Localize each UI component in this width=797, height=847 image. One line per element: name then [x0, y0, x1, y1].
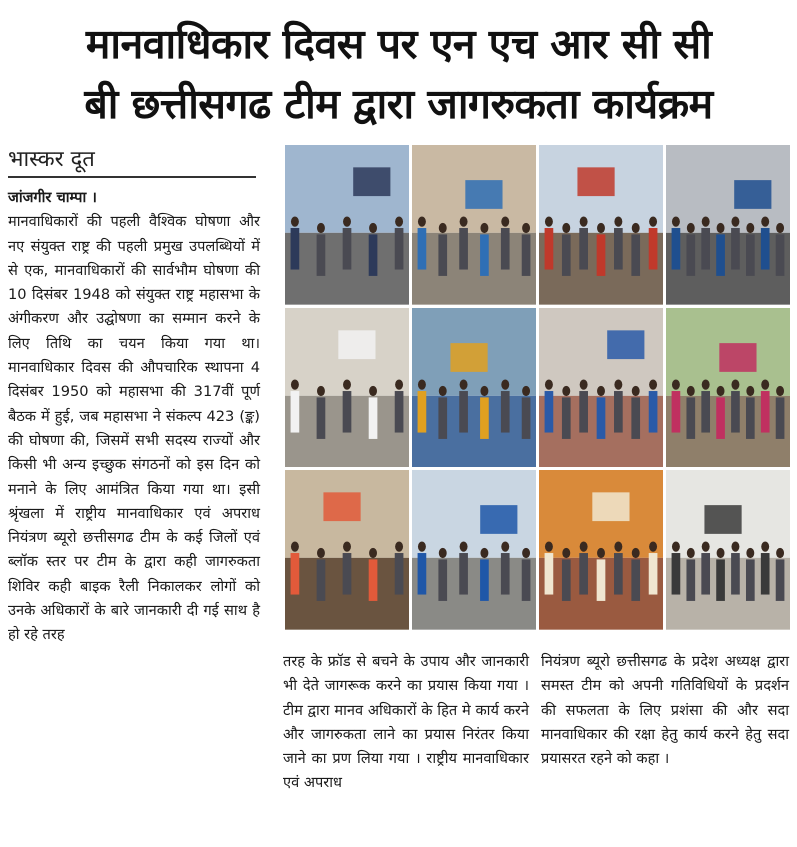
column-1-text: मानवाधिकारों की पहली वैश्विक घोषणा और नए संयुक्त राष्ट्र की पहली प्रमुख उपलब्धियों में से एक, मानवाधिकारों की सार्वभौम घोषणा की 10 दिसंबर 1948 को संयुक्त राष्ट्र महासभा के अंगीकरण और उद्घोषणा का सम्मान करने के लिए तिथि का चयन किया गया था। मानवाधिकार दिवस की औपचारिक स्थापना 4 दिसंबर 1950 को महासभा की 317वीं पूर्ण बैठक में हुई, जब महासभा ने संकल्प 423 (ङ्क) की घोषणा की, जिसमें सभी सदस्य राज्यों और किसी भी अन्य इच्छुक संगठनों को इस दिन को मनाने के लिए आमंत्रित किया गया था। इसी श्रृंखला में राष्ट्रीय मानवाधिकार एवं अपराध नियंत्रण ब्यूरो छत्तीसगढ टीम के कई जिलों एवं ब्लॉक स्तर पर टीम के द्वारा कही जागरुकता शिविर कही बाइक रैली निकालकर लोगों को उनके अधिकारों के बारे जानकारी दी गई साथ है हो रहे तरह: [8, 213, 260, 644]
street-banner-photo: [666, 145, 790, 305]
group-outdoor-photo: [285, 308, 409, 468]
hall-seminar-photo: [666, 470, 790, 630]
school-assembly-photo: [412, 470, 536, 630]
article-column-3: [541, 650, 789, 771]
column-2-text: तरह के फ्रॉड से बचने के उपाय और जानकारी भी देते जागरूक करने का प्रयास किया गया । टीम द्वारा मानव अधिकारों के हित मे कार्य करने और जागरुकता लाने का प्रयास निरंतर किया जाने का प्रण लिया गया । राष्ट्रीय मानवाधिकार एवं अपराध: [283, 653, 529, 792]
bike-rally-street-photo: [285, 145, 409, 305]
village-gathering-photo: [666, 308, 790, 468]
women-meeting-photo: [539, 470, 663, 630]
byline: भास्कर दूत: [8, 144, 256, 178]
indoor-seminar-photo: [285, 470, 409, 630]
tricycle-rally-photo: [412, 145, 536, 305]
photo-collage: [285, 145, 790, 630]
banner-group-photo: [539, 308, 663, 468]
headline-line-2: बी छत्तीसगढ टीम द्वारा जागरुकता कार्यक्रम: [84, 80, 713, 128]
lamp-lighting-photo: [412, 308, 536, 468]
article-column-1: [8, 186, 260, 648]
headline: [0, 0, 797, 140]
article-column-2: [283, 650, 529, 796]
column-3-text: नियंत्रण ब्यूरो छत्तीसगढ के प्रदेश अध्यक्ष द्वारा समस्त टीम को अपनी गतिविधियों के प्रदर्शन की सफलता के लिए प्रशंसा की और सदा मानवाधिकार की रक्षा हेतु कार्य करने हेतु सदा प्रयासरत रहने को कहा ।: [541, 653, 789, 768]
dateline: जांजगीर चाम्पा ।: [8, 189, 97, 206]
headline-line-1: मानवाधिकार दिवस पर एन एच आर सी सी: [85, 20, 712, 68]
banner-cart-photo: [539, 145, 663, 305]
